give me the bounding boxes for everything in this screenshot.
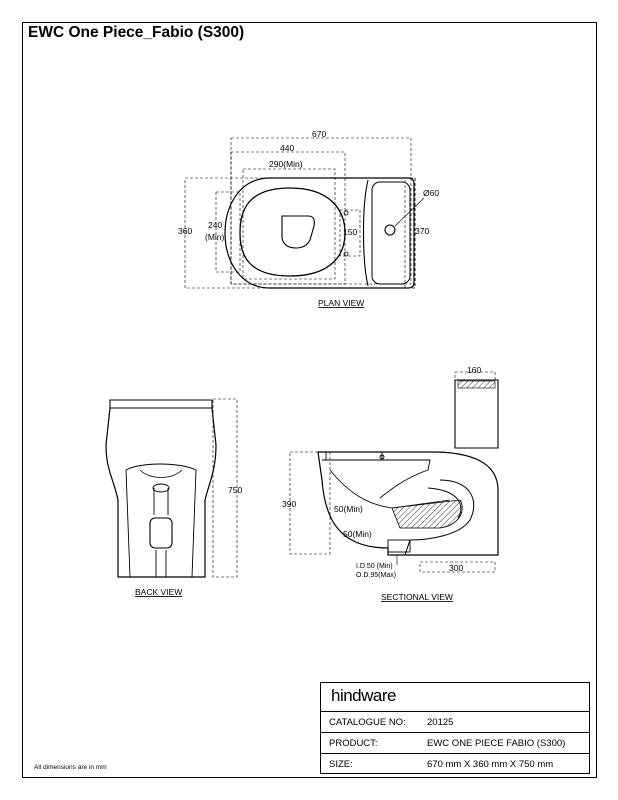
- product-value: EWC ONE PIECE FABIO (S300): [427, 738, 566, 749]
- dim-50-min-bottom: 50(Min): [343, 529, 372, 539]
- section-water: [392, 500, 462, 528]
- drawing-title: EWC One Piece_Fabio (S300): [28, 24, 245, 41]
- dim-dia60: Ø60: [423, 188, 440, 198]
- sectional-view: [290, 372, 498, 572]
- brand-logo: hindware: [331, 686, 396, 705]
- dim-290: 290(Min): [269, 159, 303, 169]
- dim-670: 670: [312, 129, 327, 139]
- plan-view-label: PLAN VIEW: [318, 298, 365, 308]
- title-row-size: [321, 753, 589, 774]
- title-block: [320, 682, 590, 774]
- size-label: SIZE:: [329, 758, 353, 770]
- title-row-product: [321, 732, 589, 754]
- dimension-note: All dimensions are in mm: [34, 764, 107, 771]
- dim-160: 160: [467, 365, 482, 375]
- back-view: [106, 399, 237, 577]
- dim-150: 150: [343, 227, 358, 237]
- dim-750: 750: [228, 485, 243, 495]
- dim-390: 390: [282, 499, 297, 509]
- dim-440: 440: [280, 143, 295, 153]
- dim-box-290: [243, 169, 335, 279]
- catalogue-value: 20125: [427, 717, 454, 728]
- back-outline: [106, 408, 216, 577]
- sectional-view-label: SECTIONAL VIEW: [381, 592, 453, 602]
- plan-seat: [240, 188, 345, 276]
- plan-bowl-hole: [282, 216, 314, 248]
- dim-240-min: (Min): [205, 232, 225, 242]
- dim-360: 360: [178, 226, 193, 236]
- plan-flush-hole: [385, 225, 395, 235]
- title-row-catalogue: [321, 711, 589, 733]
- dim-300: 300: [449, 563, 464, 573]
- plan-view: [185, 138, 424, 288]
- dim-box-440: [231, 152, 345, 284]
- dim-240: 240: [208, 220, 223, 230]
- dim-od: O.D.95(Max): [356, 572, 397, 579]
- dim-id: I.D.50 (Min): [356, 563, 393, 570]
- dim-50-min-top: 50(Min): [334, 504, 363, 514]
- product-label: PRODUCT:: [329, 738, 378, 749]
- size-value: 670 mm X 360 mm X 750 mm: [427, 758, 554, 770]
- catalogue-label: CATALOGUE NO:: [329, 717, 406, 728]
- back-view-label: BACK VIEW: [135, 587, 183, 597]
- dim-370: 370: [415, 226, 430, 236]
